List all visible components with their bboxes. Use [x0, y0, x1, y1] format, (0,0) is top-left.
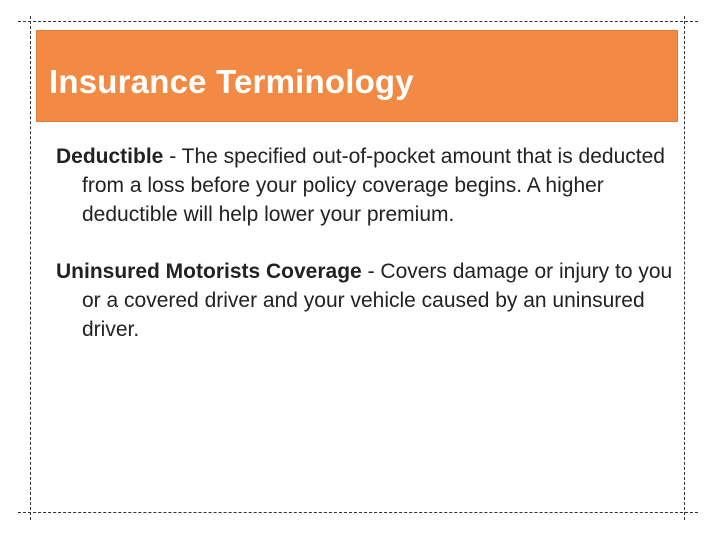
term-name: Uninsured Motorists Coverage: [56, 260, 362, 283]
term-name: Deductible: [56, 145, 164, 168]
guide-line-left: [30, 16, 31, 520]
title-bar: [36, 30, 678, 122]
guide-line-bottom: [18, 512, 698, 513]
term-separator: -: [163, 145, 182, 168]
term-separator: -: [361, 260, 381, 283]
term-deductible: [56, 142, 676, 229]
term-definition: Covers damage or injury to you or a covered driver and your vehicle caused by an uninsured driver.: [82, 260, 673, 341]
term-uninsured-motorists: [56, 257, 676, 344]
guide-line-right: [684, 16, 685, 520]
slide-title: Insurance Terminology: [49, 63, 414, 100]
term-definition: The specified out-of-pocket amount that is deducted from a loss before your policy coverage begins. A higher deductible will help lower your premium.: [82, 145, 665, 226]
guide-line-top: [18, 21, 698, 22]
terms-list: [56, 142, 676, 372]
